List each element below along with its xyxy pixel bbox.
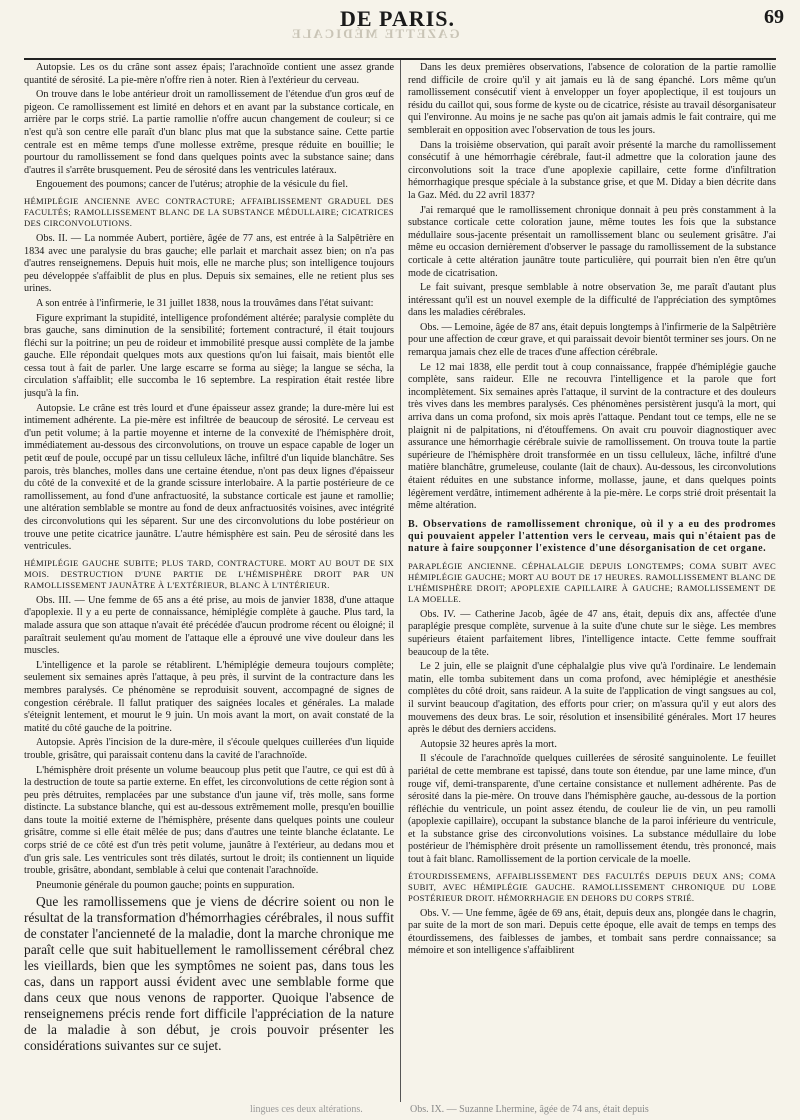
paragraph: Que les ramollissemens que je viens de décrire soient ou non le résultat de la transformation d'hémorrhagies cérébrales, il nous suffit de constater l'ancienneté de la maladie, dont la marche chronique me paraît celle que suit habituellement le ramollissement cérébral chez les vieillards, bien que les symptômes ne soient pas, dans tous les cas, dans un rapport aussi évident avec une semblable forme que dans ceux que nous venons de rapporter. Quoique l'absence de renseignemens précis rende fort difficile l'appréciation de la nature de la maladie à son début, je crois pouvoir présenter les considérations suivantes sur ce sujet.: [24, 894, 394, 1054]
bleed-through-title: GAZETTE MÉDICALE: [290, 26, 460, 41]
page-number: 69: [764, 6, 784, 28]
paragraph: On trouve dans le lobe antérieur droit un ramollissement de l'étendue d'un gros œuf de pigeon. Ce ramollissement est limité en dehors et en avant par la substance corticale, en arrière par le corps strié. La partie ramollie n'offre aucun changement de couleur; si ce n'est qu'à son centre elle paraît d'un blanc plus mat que la substance saine. Cette partie centrale est en même temps d'une mollesse extrême, presque réduite en bouillie; le pourtour du ramollissement se fond dans quelques points avec la substance saine; dans d'autres il s'arrête brusquement. Peu de sérosité dans les ventricules latéraux.: [24, 89, 394, 176]
footer-bleed-right: Obs. IX. — Suzanne Lhermine, âgée de 74 ans, était depuis: [410, 1104, 649, 1115]
paragraph: Dans la troisième observation, qui paraît avoir présenté la marche du ramollissement consécutif à une hémorrhagie cérébrale, faut-il admettre que la coloration jaune des circonvolutions soit la trace d'une apoplexie capillaire, cette forme d'infiltration hémorrhagique presque spéciale à la substance grise, et que M. Diday a bien décrite dans la Gaz. Méd. du 22 avril 1837?: [408, 139, 776, 201]
paragraph: Autopsie. Le crâne est très lourd et d'une épaisseur assez grande; la dure-mère lui est intimement adhérente. La pie-mère est infiltrée de beaucoup de sérosité. Le cerveau est d'un petit volume; à la partie moyenne et interne de la convexité de l'hémisphère droit, immédiatement au-dessous des circonvolutions, on trouve un espace capable de loger un petit œuf de poule, occupé par un tissu celluleux lâche, infiltré d'un liquide blanchâtre. Ses parois, très blanches, molles dans une certaine étendue, n'ont pas deux lignes d'épaisseur du côté de la convexité et de la grande scissure interlobaire. A la partie postérieure de ce ramollissement, au fond d'une anfractuosité, la substance corticale est jaune et ramollie; une altération semblable se montre au fond de deux anfractuosités voisines, avec intégrité des circonvolutions qui les séparent. Sur une des circonvolutions du lobe postérieur on trouve une petite cicatrice jaunâtre. L'autre hémisphère est sain. Peu de sérosité dans les ventricules.: [24, 402, 394, 553]
paragraph: Autopsie. Après l'incision de la dure-mère, il s'écoule quelques cuillerées d'un liquide trouble, grisâtre, qui paraissait contenu dans la cavité de l'arachnoïde.: [24, 737, 394, 761]
paragraph: Pneumonie générale du poumon gauche; points en suppuration.: [36, 879, 295, 891]
paragraph: Obs. III. — Une femme de 65 ans a été prise, au mois de janvier 1838, d'une attaque d'apoplexie. Il y a eu perte de connaissance, hémiplégie complète à gauche. Plus tard, la malade assura que son attaque n'avait été précédée d'aucun prodrome récent ou éloigné; il paraîtrait seulement qu'au moment de l'attaque elle a éprouvé une vive douleur dans les muscles.: [24, 594, 394, 657]
paragraph: Obs. V. — Une femme, âgée de 69 ans, était, depuis deux ans, plongée dans le chagrin, par suite de la mort de son mari. Depuis cette époque, elle avait de temps en temps des étourdissemens, des faiblesses de jambes, et tombait sans perdre connaissance; sa mémoire et son intelligence s'affaiblirent: [408, 907, 776, 957]
paragraph: Engouement des poumons; cancer de l'utérus; atrophie de la vésicule du fiel.: [36, 179, 348, 191]
paragraph: Dans les deux premières observations, l'absence de coloration de la partie ramollie rend difficile de croire qu'il y ait jamais eu là de sang épanché. Lors même qu'un ramollissement consécutif vient à envelopper un foyer apoplectique, il est toujours un résidu du caillot qui, sous forme de kyste ou de cicatrice, résiste au travail désorganisateur qui l'environne. Au moins je ne sache pas qu'on ait jamais admis le fait contraire, qui me semblerait en opposition avec l'observation de tous les jours.: [408, 62, 776, 136]
paragraph: A son entrée à l'infirmerie, le 31 juillet 1838, nous la trouvâmes dans l'état suivant:: [36, 297, 374, 309]
paragraph: J'ai remarqué que le ramollissement chronique donnait à peu près constamment à la substance corticale cette coloration jaune, même toutes les fois que la substance médullaire sous-jacente présentait un ramollissement blanc ou seulement grisâtre. J'ai même eu occasion dernièrement d'observer le passage du ramollissement de la substance corticale à cette altération jaunâtre toute particulière, qui pourrait bien n'en être qu'un mode de cicatrisation.: [408, 204, 776, 279]
paragraph: Figure exprimant la stupidité, intelligence profondément altérée; paralysie complète du bras gauche, sans diminution de la sensibilité; fortement contracturé, il était toujours fléchi sur la poitrine; un peu de roideur et immobilité presque aussi complète de la jambe gauche. Elle répondait quelques mots aux questions qu'on lui faisait, mais bientôt elle cessa tout à fait de parler. Une large escarre se forma au siège; la langue se sécha, la circulation s'affaiblit; elle succomba le 16 septembre. La respiration était restée libre jusqu'à la fin.: [24, 312, 394, 400]
paragraph: Autopsie. Les os du crâne sont assez épais; l'arachnoïde contient une assez grande quantité de sérosité. La pie-mère n'offre rien à noter. Rien à l'extérieur du cerveau.: [24, 62, 394, 86]
page-title: DE PARIS.: [340, 6, 455, 31]
left-column: [24, 62, 394, 1102]
paragraph: Obs. — Lemoine, âgée de 87 ans, était depuis longtemps à l'infirmerie de la Salpêtrière pour une affection de cœur grave, et qui paraissait devoir bientôt terminer ses jours. On ne remarqua jamais chez elle de traces d'une affection cérébrale.: [408, 321, 776, 359]
case-summary-heading: HÉMIPLÉGIE GAUCHE SUBITE; PLUS TARD, CONTRACTURE. MORT AU BOUT DE SIX MOIS. DESTRUCTION D'UNE PARTIE DE L'HÉMISPHÈRE DROIT PAR UN RAMOLLISSEMENT JAUNÂTRE À L'EXTÉRIEUR, BLANC À L'INTÉRIEUR.: [24, 557, 394, 590]
right-column: [408, 62, 776, 1102]
paragraph: Le fait suivant, presque semblable à notre observation 3e, me paraît d'autant plus intéressant qu'il est un nouvel exemple de la difficulté de l'appréciation des symptômes dans les maladies cérébrales.: [408, 282, 776, 319]
column-divider: [400, 60, 401, 1102]
paragraph: Il s'écoule de l'arachnoïde quelques cuillerées de sérosité sanguinolente. Le feuillet pariétal de cette membrane est tapissé, dans toute son étendue, par une lame mince, d'un rouge vif, demi-transparente, d'une certaine consistance et nullement adhérente. Pas de sérosité dans la pie-mère. On trouve dans l'hémisphère gauche, au-dessous de la portion réfléchie du ventricule, un point assez étendu, de couleur lie de vin, un peu ramolli (apoplexie capillaire), occupant la substance blanche de la paroi inférieure du ventricule, et la substance grise des circonvolutions voisines. La substance médullaire du lobe postérieur de l'hémisphère droit présente un ramollissement étendu, très prononcé, mais tout à fait blanc. Ramollissement de la portion cervicale de la moelle.: [408, 753, 776, 866]
paragraph: L'intelligence et la parole se rétablirent. L'hémiplégie demeura toujours complète; seulement six semaines après l'attaque, à peu près, il survint de la contracture dans les membres paralysés. Ce phénomène se reproduisit souvent, accompagné de signes de congestion cérébrale. Il fallut pratiquer des saignées locales et générales. La malade s'éteignit lentement, et mourut le 9 juin. Un mois avant la mort, on avait constaté de la matité du côté gauche de la poitrine.: [24, 659, 394, 734]
paragraph: Obs. IV. — Catherine Jacob, âgée de 47 ans, était, depuis dix ans, affectée d'une paraplégie presque complète, survenue à la suite d'une chute sur le siège. Les membres supérieurs étaient parfaitement libres, l'intelligence intacte. Cette femme souffrait beaucoup de la tête.: [408, 608, 776, 658]
case-summary-heading: PARAPLÉGIE ANCIENNE. CÉPHALALGIE DEPUIS LONGTEMPS; COMA SUBIT AVEC HÉMIPLÉGIE GAUCHE; MORT AU BOUT DE 17 HEURES. RAMOLLISSEMENT BLANC DE L'HÉMISPHÈRE DROIT; APOPLEXIE CAPILLAIRE À GAUCHE; RAMOLLISSEMENT DE LA MOELLE.: [408, 560, 776, 604]
paragraph: Le 2 juin, elle se plaignit d'une céphalalgie plus vive qu'à l'ordinaire. Le lendemain matin, elle tomba subitement dans un coma profond, avec hémiplégie et anesthésie complètes du côté droit, sans raideur. A la suite de l'application de vingt sangsues au col, il survint beaucoup d'agitation, des efforts pour crier; on m'assura qu'il y eut alors des mouvemens des deux bras. Le soir, résolution et insensibilité générales. Mort 17 heures après le début des derniers accidens.: [408, 661, 776, 736]
paragraph: Obs. II. — La nommée Aubert, portière, âgée de 77 ans, est entrée à la Salpêtrière en 1834 avec une paralysie du bras gauche; elle parlait et marchait assez bien; on n'a pas d'autres renseignemens. Depuis huit mois, elle ne marche plus; son intelligence toujours peu développée s'affaiblit de plus en plus. Depuis six semaines, elle ne retient plus ses urines.: [24, 232, 394, 295]
paragraph: Autopsie 32 heures après la mort.: [420, 738, 557, 750]
case-summary-heading: ÉTOURDISSEMENS, AFFAIBLISSEMENT DES FACULTÉS DEPUIS DEUX ANS; COMA SUBIT, AVEC HÉMIPLÉGIE GAUCHE. RAMOLLISSEMENT CHRONIQUE DU LOBE POSTÉRIEUR DROIT. HÉMORRHAGIE EN DEHORS DU CORPS STRIÉ.: [408, 870, 776, 903]
footer-bleed-left: lingues ces deux altérations.: [250, 1104, 363, 1115]
paragraph: L'hémisphère droit présente un volume beaucoup plus petit que l'autre, ce qui est dû à la destruction de toute sa partie externe. En effet, les circonvolutions de cette région sont à peu près détruites, remplacées par une substance d'un jaune vif, très molle, sans forme distincte. La substance blanche, qui est au-dessous extrêmement molle, presqu'en bouillie dans toute la moitié externe de l'hémisphère, présente dans quelques points une couleur grisâtre, comme si elle était mêlée de pus; dans d'autres une teinte blanche éclatante. Le corps strié de ce côté est d'un très petit volume, jaunâtre à l'extérieur, au dedans mou et d'un gris sale. Les ventricules sont très dilatés, surtout le droit; ils contiennent un liquide trouble, grisâtre, abondant, semblable à celui que contenait l'arachnoïde.: [24, 764, 394, 877]
case-summary-heading: HÉMIPLÉGIE ANCIENNE AVEC CONTRACTURE; AFFAIBLISSEMENT GRADUEL DES FACULTÉS; RAMOLLISSEMENT BLANC DE LA SUBSTANCE MÉDULLAIRE; CICATRICES DES CIRCONVOLUTIONS.: [24, 195, 394, 228]
section-heading: B. Observations de ramollissement chronique, où il y a eu des prodromes qui pouvaient appeler l'attention vers le cerveau, mais qui n'étaient pas de nature à faire soupçonner l'existence d'une désorganisation de cet organe.: [408, 518, 776, 554]
paragraph: Le 12 mai 1838, elle perdit tout à coup connaissance, frappée d'hémiplégie gauche complète, sans raideur. Elle ne recouvra l'intelligence et la parole que fort incomplètement. Six semaines après l'attaque, il survint de la contracture et des douleurs très vives dans les membres paralysés. Ces phénomènes persistèrent jusqu'à la mort, qui arriva dans un coma profond, six mois après l'attaque. Pendant tout ce temps, elle ne se plaignit ni de palpitations, ni d'étouffemens. On avait cru pouvoir diagnostiquer avec assurance une hémorrhagie cérébrale suivie de ramollissement. On trouva toute la partie supérieure de l'hémisphère droit transformée en un tissu celluleux, lâche, infiltré d'une matière blanchâtre, grumeleuse, coulante (lait de chaux). Au-dessous, les circonvolutions étaient réduites en une substance informe, mollasse, jaune, et dans quelques points légèrement verdâtre, intimement adhérente à la pie-mère. Le corps strié droit présentait la même altération.: [408, 361, 776, 512]
page-header: [0, 0, 800, 40]
